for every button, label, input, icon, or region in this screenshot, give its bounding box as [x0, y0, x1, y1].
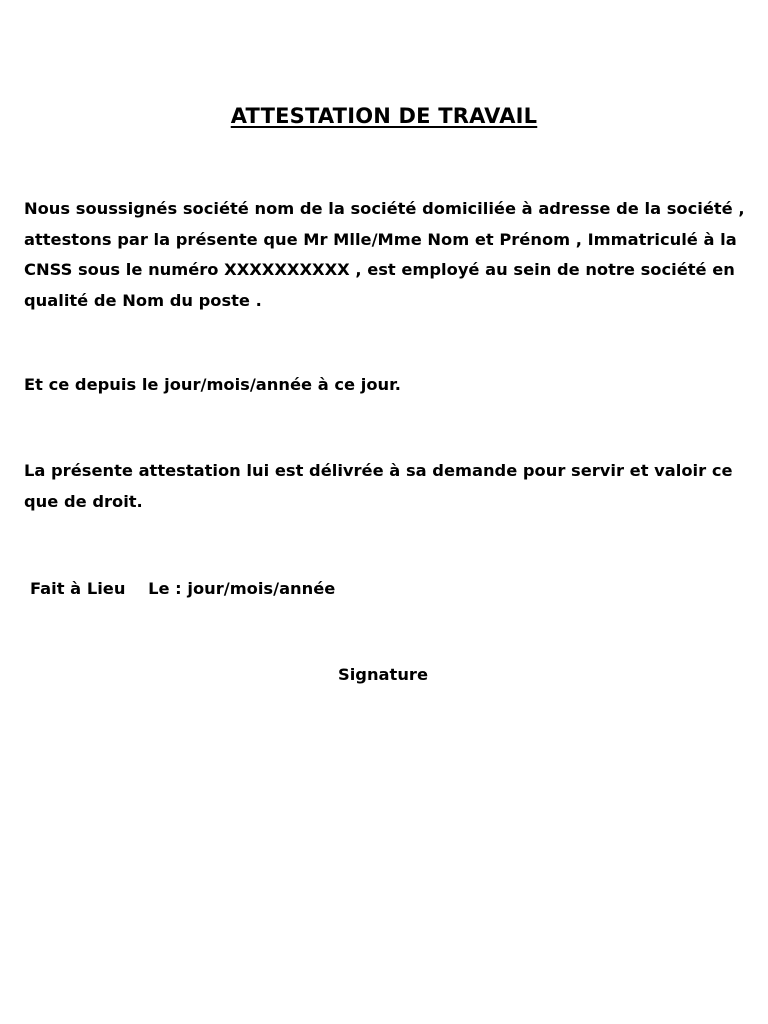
signature-label: Signature: [338, 665, 428, 684]
delivery-paragraph: La présente attestation lui est délivrée à sa demande pour servir et valoir ce que de droit.: [24, 461, 733, 511]
place-date-line: Fait à Lieu Le : jour/mois/année: [30, 579, 336, 598]
employment-since-paragraph: Et ce depuis le jour/mois/année à ce jour.: [24, 375, 401, 394]
document-title: ATTESTATION DE TRAVAIL: [230, 104, 538, 128]
attestation-paragraph: Nous soussignés société nom de la société domiciliée à adresse de la société , attestons par la présente que Mr Mlle/Mme Nom et Prénom , Immatriculé à la CNSS sous le numéro XXXXXXXXXX , est employé au sein de notre société en qualité de Nom du poste .: [24, 199, 745, 310]
